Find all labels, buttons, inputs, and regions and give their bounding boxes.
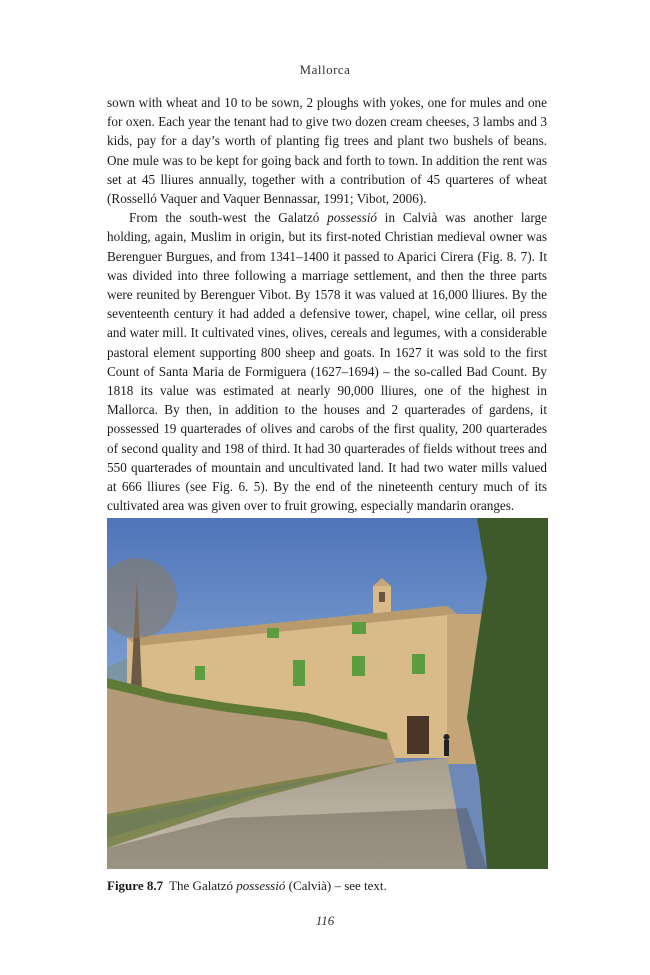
caption-text: The Galatzó xyxy=(169,878,237,893)
paragraph xyxy=(107,208,547,515)
caption-italic: possessió xyxy=(236,878,286,893)
figure-caption xyxy=(107,878,547,894)
figure-photo xyxy=(107,518,548,869)
door xyxy=(407,716,429,754)
body-text xyxy=(107,93,547,515)
text-run: From the south-west the Galatzó xyxy=(129,210,328,226)
figure-label: Figure 8.7 xyxy=(107,878,164,893)
shutter xyxy=(412,654,425,674)
galatzo-photo xyxy=(107,518,548,869)
running-head: Mallorca xyxy=(299,62,351,77)
text-run: sown with wheat and 10 to be sown, 2 ploughs with yokes, one for mules and one for oxen. Each year the tenant had to give two dozen cream cheeses, 3 lambs and 3 kids, pay for a day’s worth of planting fig trees and plant two bushels of beans. One mule was to be kept for going back and forth to town. In addition the rent was set at 45 lliures annually, together with a contribution of 45 quarteres of wheat (Rosselló Vaquer and Vaquer Bennassar, 1991; Vibot, 2006). xyxy=(107,95,547,207)
paragraph xyxy=(107,93,547,208)
shutter xyxy=(352,656,365,676)
text-run: in Calvià was another large holding, again, Muslim in origin, but its first-noted Christian medieval owner was Berenguer Burgues, and from 1341–1400 it passed to Aparici Cirera (Fig. 8. 7). It was divided into three following a marriage settlement, and then the three parts were reunited by Berenguer Vibot. By 1578 it was valued at 16,000 lliures. By the seventeenth century it had added a defensive tower, chapel, wine cellar, oil press and water mill. It cultivated vines, olives, cereals and legumes, with a considerable pastoral element supporting 800 sheep and goats. In 1627 it was sold to the first Count of Santa Maria de Formiguera (1627–1694) – the so-called Bad Count. By 1818 its value was estimated at nearly 90,000 lliures, one of the highest in Mallorca. By then, in addition to the houses and 2 quarterades of gardens, it possessed 19 quarterades of olives and carobs of the first quality, 200 quarterades of second quality and 198 of third. It had 30 quarterades of fields without trees and 550 quarterades of mountain and uncultivated land. It had two water mills valued at 666 lliures (see Fig. 6. 5). By the end of the nineteenth century much of its cultivated area was given over to fruit growing, especially mandarin oranges. xyxy=(107,210,547,514)
shutter xyxy=(293,660,305,686)
caption-text-end: (Calvià) – see text. xyxy=(285,878,387,893)
shutter xyxy=(267,628,279,638)
person-head xyxy=(444,734,450,740)
walking-person xyxy=(444,740,449,756)
shutter xyxy=(195,666,205,680)
page-number: 116 xyxy=(315,913,335,928)
shutter xyxy=(352,622,366,634)
italic-term: possessió xyxy=(327,210,377,226)
bell-opening xyxy=(379,592,385,602)
